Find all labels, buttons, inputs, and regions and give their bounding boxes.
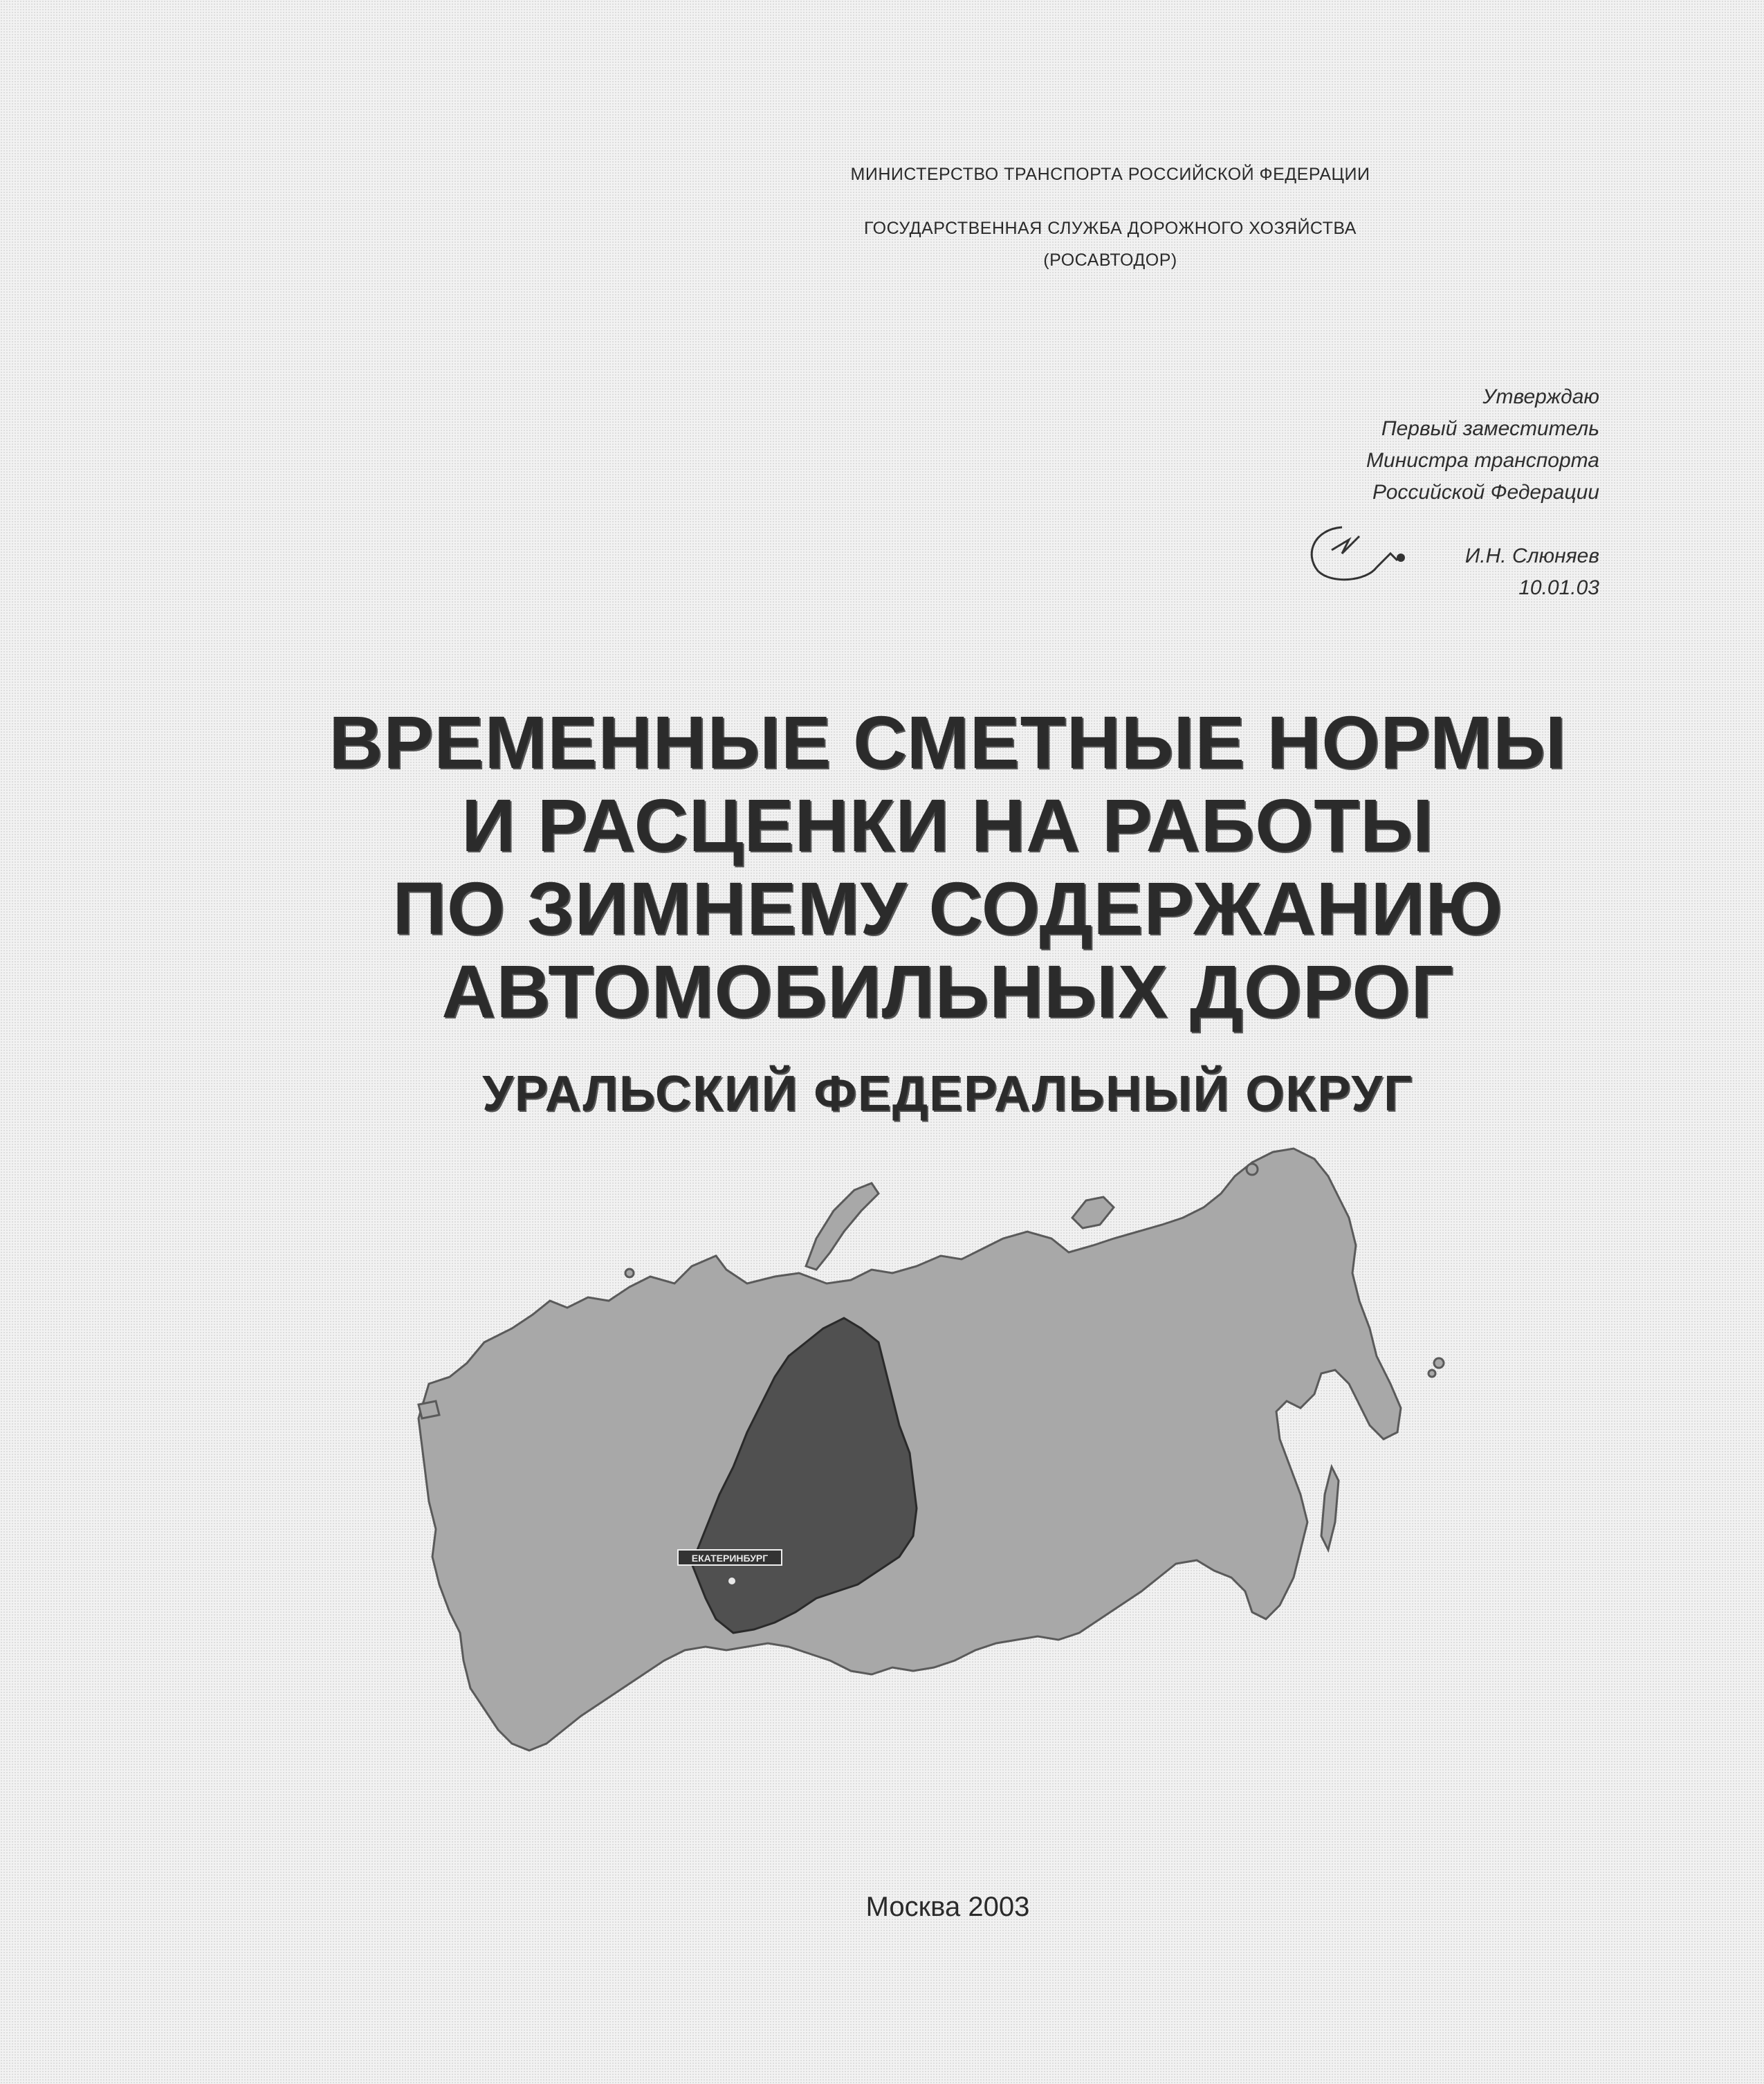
document-subtitle: УРАЛЬСКИЙ ФЕДЕРАЛЬНЫЙ ОКРУГ [482, 1066, 1413, 1122]
service-abbreviation: (РОСАВТОДОР) [1043, 250, 1177, 270]
island-severnaya-zemlya [1072, 1197, 1114, 1228]
document-title-line: И РАСЦЕНКИ НА РАБОТЫ [461, 783, 1434, 867]
city-marker [728, 1578, 735, 1584]
city-year: Москва 2003 [865, 1892, 1030, 1922]
island-dot [625, 1269, 634, 1277]
ministry-header: МИНИСТЕРСТВО ТРАНСПОРТА РОССИЙСКОЙ ФЕДЕРАЦИИ [850, 165, 1370, 184]
approval-word: Утверждаю [1482, 385, 1599, 408]
island-novaya-zemlya [806, 1183, 879, 1270]
kaliningrad-exclave [419, 1401, 439, 1418]
island-dot [1434, 1358, 1444, 1368]
approval-position-line: Первый заместитель [1381, 417, 1599, 440]
island-sakhalin [1321, 1467, 1339, 1550]
approval-date: 10.01.03 [1518, 576, 1599, 599]
russia-landmass [419, 1149, 1401, 1751]
russia-map [401, 1135, 1480, 1827]
document-title-line: ПО ЗИМНЕМУ СОДЕРЖАНИЮ [392, 866, 1503, 950]
city-label: ЕКАТЕРИНБУРГ [691, 1553, 769, 1564]
island-dot [1247, 1164, 1258, 1175]
signature-mark [1301, 512, 1418, 595]
approval-position-line: Министра транспорта [1366, 449, 1599, 472]
service-header: ГОСУДАРСТВЕННАЯ СЛУЖБА ДОРОЖНОГО ХОЗЯЙСТВА [864, 219, 1357, 238]
approval-position-line: Российской Федерации [1372, 481, 1599, 504]
approver-name: И.Н. Слюняев [1464, 545, 1599, 567]
document-title-line: АВТОМОБИЛЬНЫХ ДОРОГ [441, 949, 1454, 1033]
document-title-line: ВРЕМЕННЫЕ СМЕТНЫЕ НОРМЫ [329, 700, 1567, 784]
island-dot [1428, 1370, 1435, 1377]
